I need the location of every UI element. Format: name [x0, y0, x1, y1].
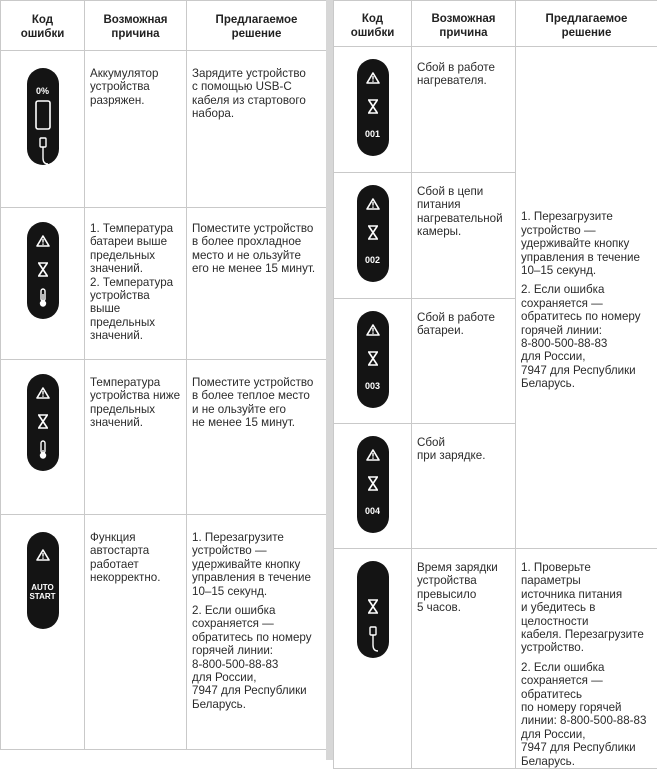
table-row — [334, 549, 657, 769]
hourglass-icon — [367, 225, 379, 240]
error-code-label: 004 — [357, 506, 389, 516]
header-solution: Предлагаемое решение — [187, 1, 327, 51]
warning-triangle-icon — [366, 72, 380, 84]
error-code-cell — [1, 208, 85, 360]
thermometer-icon — [38, 440, 48, 460]
error-code-label: 001 — [357, 129, 389, 139]
header-solution: Предлагаемое решение — [516, 1, 657, 47]
solution-cell: 1. Перезагрузите устройство — удерживайте кнопку управления в течение 10–15 секунд. 2. Если ошибка сохраняется — обратитесь по номеру горячей линии: 8-800-500-88-83 для России, 7947 для Республики Беларусь. — [187, 515, 327, 750]
error-table-right — [333, 0, 657, 769]
table-row — [1, 208, 327, 360]
error-code-cell — [334, 173, 412, 299]
indicator-pill — [27, 374, 59, 471]
table-row — [1, 515, 327, 750]
header-cause: Возможная причина — [412, 1, 516, 47]
cause-cell: Сбой в работе нагревателя. — [412, 47, 516, 173]
cause-cell: Сбой при зарядке. — [412, 424, 516, 549]
cause-cell: Сбой в цепи питания нагревательной камеры. — [412, 173, 516, 299]
warning-triangle-icon — [36, 549, 50, 561]
error-code-cell — [334, 549, 412, 769]
cause-cell: Сбой в работе батареи. — [412, 299, 516, 424]
error-table-left — [0, 0, 327, 750]
header-row — [334, 1, 657, 47]
header-code: Код ошибки — [1, 1, 85, 51]
right-error-table — [333, 0, 657, 760]
autostart-label: AUTO START — [27, 583, 59, 601]
hourglass-icon — [367, 351, 379, 366]
table-row — [334, 47, 657, 173]
left-error-table — [0, 0, 326, 760]
error-code-cell — [334, 424, 412, 549]
error-code-cell — [1, 360, 85, 515]
error-code-cell — [334, 299, 412, 424]
solution-cell: Зарядите устройство с помощью USB-C кабеля из стартового набора. — [187, 51, 327, 208]
error-code-label: 002 — [357, 255, 389, 265]
error-code-label: 003 — [357, 381, 389, 391]
hourglass-icon — [367, 599, 379, 614]
hourglass-icon — [367, 476, 379, 491]
indicator-pill — [357, 59, 389, 156]
thermometer-icon — [38, 288, 48, 308]
cause-cell: Время зарядки устройства превысило 5 часов. — [412, 549, 516, 769]
cause-cell: Температура устройства ниже предельных значений. — [85, 360, 187, 515]
header-code: Код ошибки — [334, 1, 412, 47]
warning-triangle-icon — [36, 387, 50, 399]
cause-cell: 1. Температура батареи выше предельных значений. 2. Температура устройства выше предельных значений. — [85, 208, 187, 360]
warning-triangle-icon — [36, 235, 50, 247]
table-row — [1, 360, 327, 515]
hourglass-icon — [367, 99, 379, 114]
error-code-cell — [1, 515, 85, 750]
indicator-pill — [27, 68, 59, 165]
indicator-pill — [357, 561, 389, 658]
solution-cell: Поместите устройство в более прохладное место и не ользуйте его не менее 15 минут. — [187, 208, 327, 360]
indicator-pill — [27, 222, 59, 319]
warning-triangle-icon — [366, 324, 380, 336]
cause-cell: Аккумулятор устройства разряжен. — [85, 51, 187, 208]
hourglass-icon — [37, 262, 49, 277]
warning-triangle-icon — [366, 449, 380, 461]
shared-solution-cell: 1. Перезагрузите устройство — удерживайте кнопку управления в течение 10–15 секунд. 2. Если ошибка сохраняется — обратитесь по номеру горячей линии: 8-800-500-88-83 для России, 7947 для Республики Беларусь. — [516, 47, 657, 549]
solution-cell: Поместите устройство в более теплое место и не ользуйте его не менее 15 минут. — [187, 360, 327, 515]
cause-cell: Функция автостарта работает некорректно. — [85, 515, 187, 750]
indicator-pill — [357, 311, 389, 408]
page-gutter — [326, 0, 333, 760]
usb-cable-icon — [367, 625, 379, 655]
indicator-pill — [27, 532, 59, 629]
indicator-pill — [357, 436, 389, 533]
solution-cell: 1. Проверьте параметры источника питания и убедитесь в целостности кабеля. Перезагрузите устройство. 2. Если ошибка сохраняется — обратитесь по номеру горячей линии: 8-800-500-88-83 для России, 7947 для Республики Беларусь. — [516, 549, 657, 769]
hourglass-icon — [37, 414, 49, 429]
indicator-pill — [357, 185, 389, 282]
battery-empty-icon — [35, 100, 51, 130]
table-row — [1, 51, 327, 208]
warning-triangle-icon — [366, 198, 380, 210]
error-code-cell — [1, 51, 85, 208]
error-code-cell — [334, 47, 412, 173]
battery-percent-label: 0% — [27, 86, 59, 96]
usb-cable-icon — [37, 136, 49, 166]
header-row — [1, 1, 327, 51]
header-cause: Возможная причина — [85, 1, 187, 51]
